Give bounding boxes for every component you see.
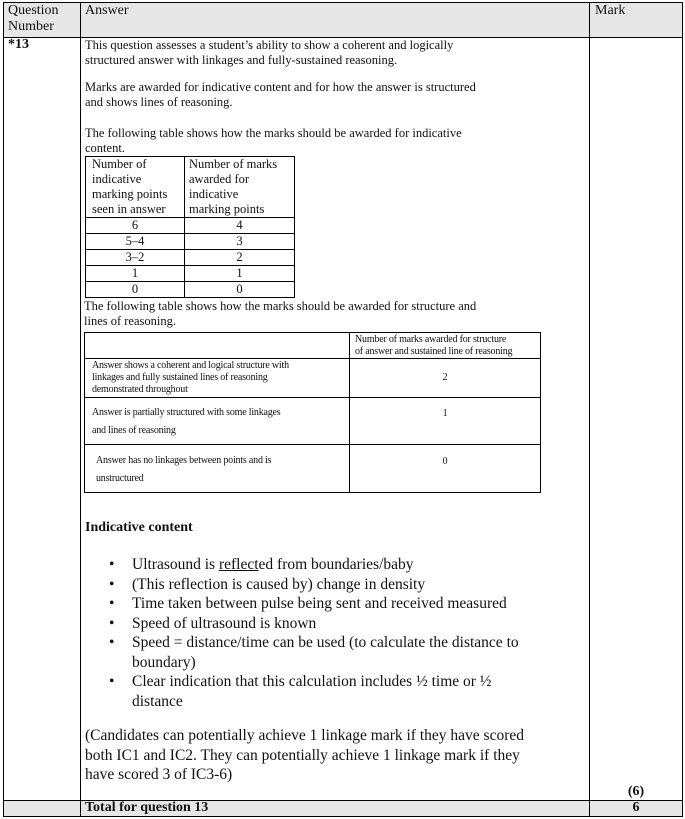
points-cell: 5–4 [86,234,185,250]
points-cell: 0 [86,282,185,298]
mark-available: (6) [627,784,645,799]
desc-text: and lines of reasoning [92,425,176,436]
points-cell: 3–2 [86,250,185,266]
bullet-icon: • [109,575,115,593]
item-text: Ultrasound is [132,556,219,573]
header-text: indicative [92,172,142,186]
desc-text: linkages and fully sustained lines of reasoning [92,372,268,383]
structure-desc-cell [85,398,350,445]
question-number: *13 [8,37,29,52]
marks-cell: 3 [185,234,295,250]
indicative-header-marks [185,157,295,218]
header-text: marking points [92,187,168,201]
header-text: Number of marks awarded for structure [355,334,507,345]
table-row [86,218,295,234]
bullet-icon: • [109,673,115,690]
table1-intro-line-2: content. [85,141,125,155]
marks-line-2: and shows lines of reasoning. [85,95,233,109]
table-row [85,359,541,398]
bullet-icon: • [109,556,115,573]
question-number-cell [3,37,81,801]
table-row [86,234,295,250]
item-text: distance [132,692,183,710]
list-item [85,594,585,614]
item-text: Speed of ultrasound is known [132,614,317,632]
item-text: Speed = distance/time can be used (to calculate the distance to [132,634,519,651]
header-text: awarded for [189,172,250,186]
header-answer-cell [80,2,590,38]
intro-text [85,38,585,68]
header-question-line1: Question [8,3,59,18]
table-row [86,266,295,282]
table1-intro-line-1: The following table shows how the marks should be awarded for indicative [85,126,462,140]
item-text: boundary) [132,653,196,671]
total-left-cell [3,800,81,817]
table-row [86,250,295,266]
item-underlined-text: reflect [218,556,259,573]
marks-cell: 4 [185,218,295,234]
structure-header-marks [350,333,541,359]
bullet-icon: • [109,595,115,612]
item-text: (This reflection is caused by) change in density [132,575,426,593]
note-line-1: (Candidates can potentially achieve 1 linkage mark if they have scored [85,727,524,744]
points-cell: 1 [86,266,185,282]
indicative-table-header-row [86,157,295,218]
structure-marks-table [84,332,541,493]
header-mark-label: Mark [595,3,626,18]
table-row [86,282,295,298]
note-line-3: have scored 3 of IC3-6) [85,766,233,783]
table-row [85,445,541,493]
table2-intro-line-2: lines of reasoning. [84,314,176,328]
header-text: indicative [189,187,239,201]
intro-line-1: This question assesses a student’s ability to show a coherent and logically [85,38,454,52]
note-line-2: both IC1 and IC2. They can potentially achieve 1 linkage mark if they [85,746,520,764]
header-text: marking points [189,202,265,216]
structure-table-header-row [85,333,541,359]
header-text: of answer and sustained line of reasoning [355,346,513,357]
table2-intro-text [84,299,584,329]
desc-text: Answer has no linkages between points and is [96,455,272,466]
desc-text: Answer is partially structured with some linkages [92,407,281,418]
indicative-content-heading: Indicative content [85,520,193,535]
total-value: 6 [632,800,640,815]
structure-marks-cell: 1 [350,398,541,445]
item-text: Time taken between pulse being sent and received measured [132,595,507,612]
desc-text: Answer shows a coherent and logical structure with [92,360,289,371]
header-question-line2: Number [8,19,54,34]
structure-header-blank [85,333,350,359]
total-label: Total for question 13 [85,800,209,815]
structure-marks-cell: 2 [350,359,541,398]
list-item [85,672,585,711]
header-question-number-label [8,3,78,35]
points-cell: 6 [86,218,185,234]
item-text: ed from boundaries/baby [258,556,414,573]
item-text: Clear indication that this calculation includes ½ time or ½ [132,673,492,690]
header-text: Number of [92,157,147,171]
bullet-icon: • [109,634,115,651]
list-item [85,555,585,575]
table-row [85,398,541,445]
indicative-header-points [86,157,185,218]
indicative-marks-table [85,156,295,298]
list-item [85,575,585,595]
marks-cell: 2 [185,250,295,266]
table1-intro-text [85,126,585,156]
list-item [85,614,585,634]
linkage-note [85,726,585,785]
mark-cell [589,37,683,801]
marks-awarded-text [85,80,585,110]
desc-text: demonstrated throughout [92,384,188,395]
header-text: Number of marks [189,157,278,171]
marks-cell: 1 [185,266,295,282]
header-answer-label: Answer [85,3,129,18]
desc-text: unstructured [96,473,144,484]
marks-line-1: Marks are awarded for indicative content and for how the answer is structured [85,80,476,94]
structure-desc-cell [85,445,350,493]
indicative-content-list [85,555,585,711]
header-text: seen in answer [92,202,166,216]
marks-cell: 0 [185,282,295,298]
structure-desc-cell [85,359,350,398]
bullet-icon: • [109,614,115,632]
structure-marks-cell: 0 [350,445,541,493]
table2-intro-line-1: The following table shows how the marks should be awarded for structure and [84,299,477,313]
intro-line-2: structured answer with linkages and fully-sustained reasoning. [85,53,398,67]
list-item [85,633,585,672]
